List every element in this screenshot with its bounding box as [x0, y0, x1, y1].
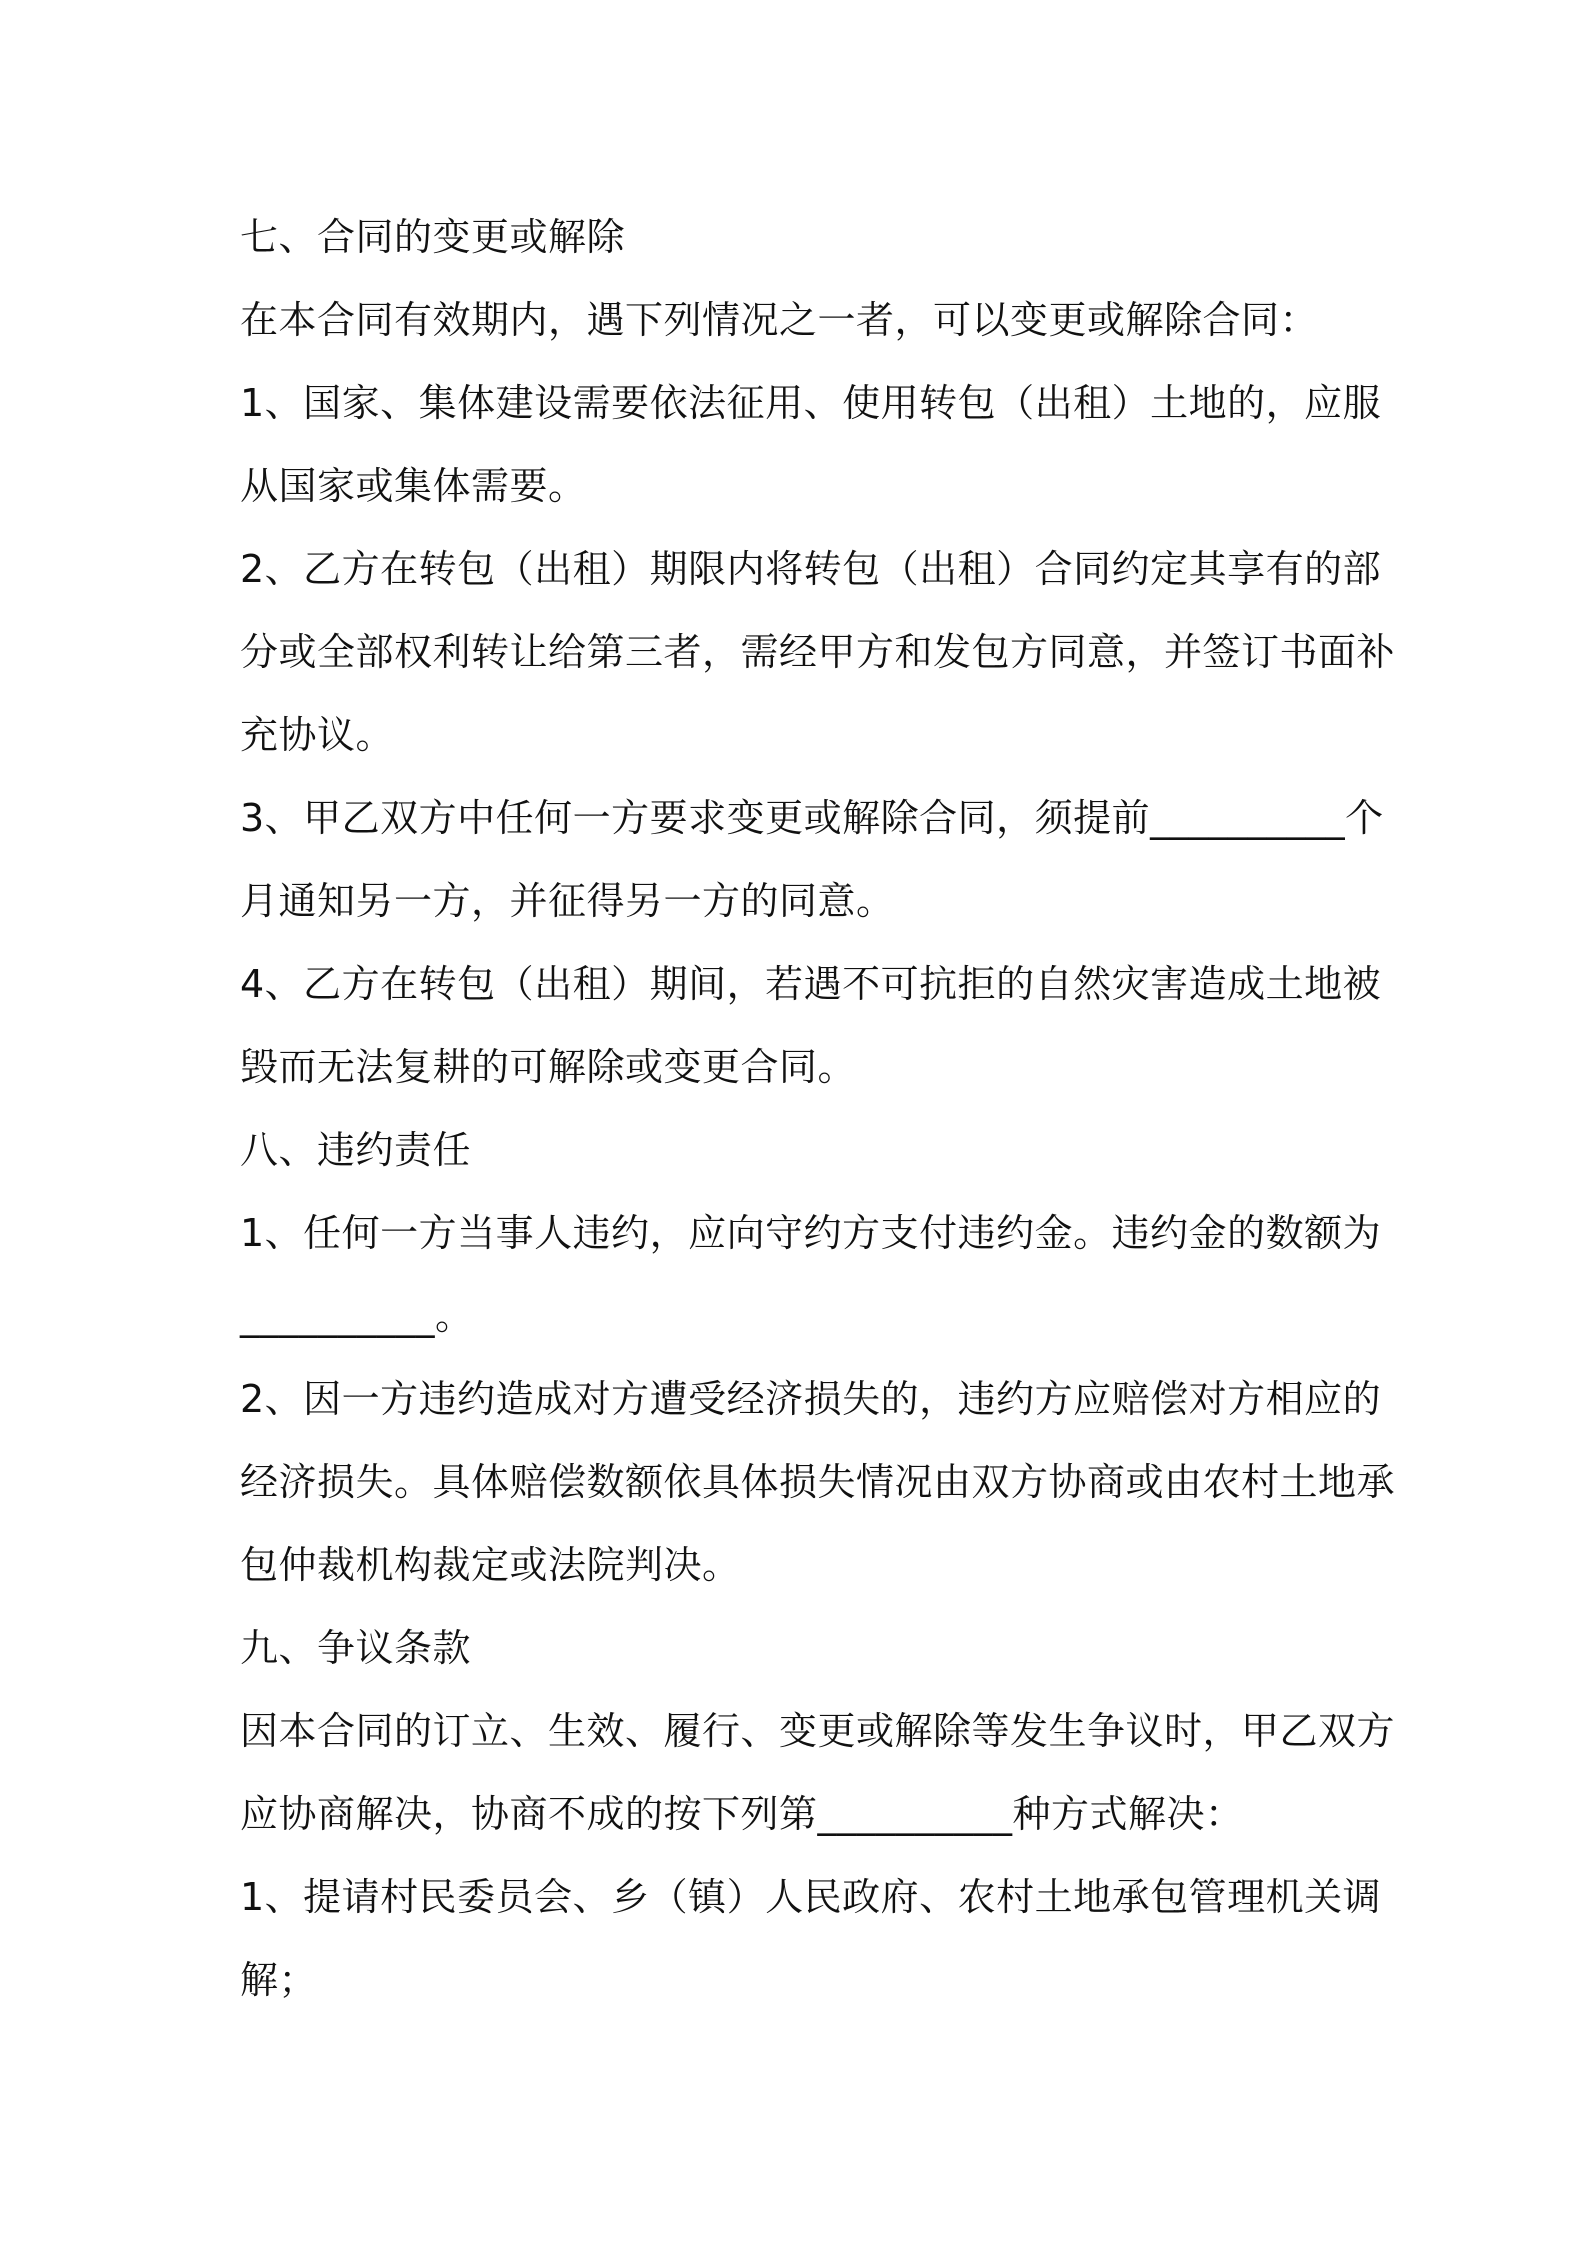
clause-7-2-line: 分或全部权利转让给第三者，需经甲方和发包方同意，并签订书面补 [240, 630, 1396, 674]
paragraph-line: 在本合同有效期内，遇下列情况之一者，可以变更或解除合同： [240, 298, 1319, 342]
section-heading-8: 八、违约责任 [240, 1128, 472, 1172]
clause-8-2-line: 2、因一方违约造成对方遭受经济损失的，违约方应赔偿对方相应的 [240, 1377, 1382, 1421]
clause-9-1-line: 解； [240, 1958, 318, 2002]
clause-8-2-line: 包仲裁机构裁定或法院判决。 [240, 1543, 741, 1587]
paragraph-line: 应协商解决，协商不成的按下列第__________种方式解决： [240, 1792, 1244, 1836]
clause-7-3-line: 月通知另一方，并征得另一方的同意。 [240, 879, 895, 923]
section-heading-9: 九、争议条款 [240, 1626, 472, 1670]
clause-7-3-line: 3、甲乙双方中任何一方要求变更或解除合同，须提前__________个 [240, 796, 1384, 840]
clause-8-1-line: 1、任何一方当事人违约，应向守约方支付违约金。违约金的数额为 [240, 1211, 1382, 1255]
section-heading-7: 七、合同的变更或解除 [240, 215, 626, 259]
document-page [240, 196, 1396, 2022]
clause-9-1-line: 1、提请村民委员会、乡（镇）人民政府、农村土地承包管理机关调 [240, 1875, 1382, 1919]
paragraph-line: 因本合同的订立、生效、履行、变更或解除等发生争议时，甲乙双方 [240, 1709, 1396, 1753]
clause-7-4-line: 毁而无法复耕的可解除或变更合同。 [240, 1045, 857, 1089]
clause-7-1-line: 1、国家、集体建设需要依法征用、使用转包（出租）土地的，应服 [240, 381, 1382, 425]
clause-8-2-line: 经济损失。具体赔偿数额依具体损失情况由双方协商或由农村土地承 [240, 1460, 1396, 1504]
clause-7-4-line: 4、乙方在转包（出租）期间，若遇不可抗拒的自然灾害造成土地被 [240, 962, 1382, 1006]
clause-7-1-line: 从国家或集体需要。 [240, 464, 587, 508]
clause-7-2-line: 充协议。 [240, 713, 395, 757]
clause-8-1-line: __________。 [240, 1294, 474, 1338]
clause-7-2-line: 2、乙方在转包（出租）期限内将转包（出租）合同约定其享有的部 [240, 547, 1382, 591]
